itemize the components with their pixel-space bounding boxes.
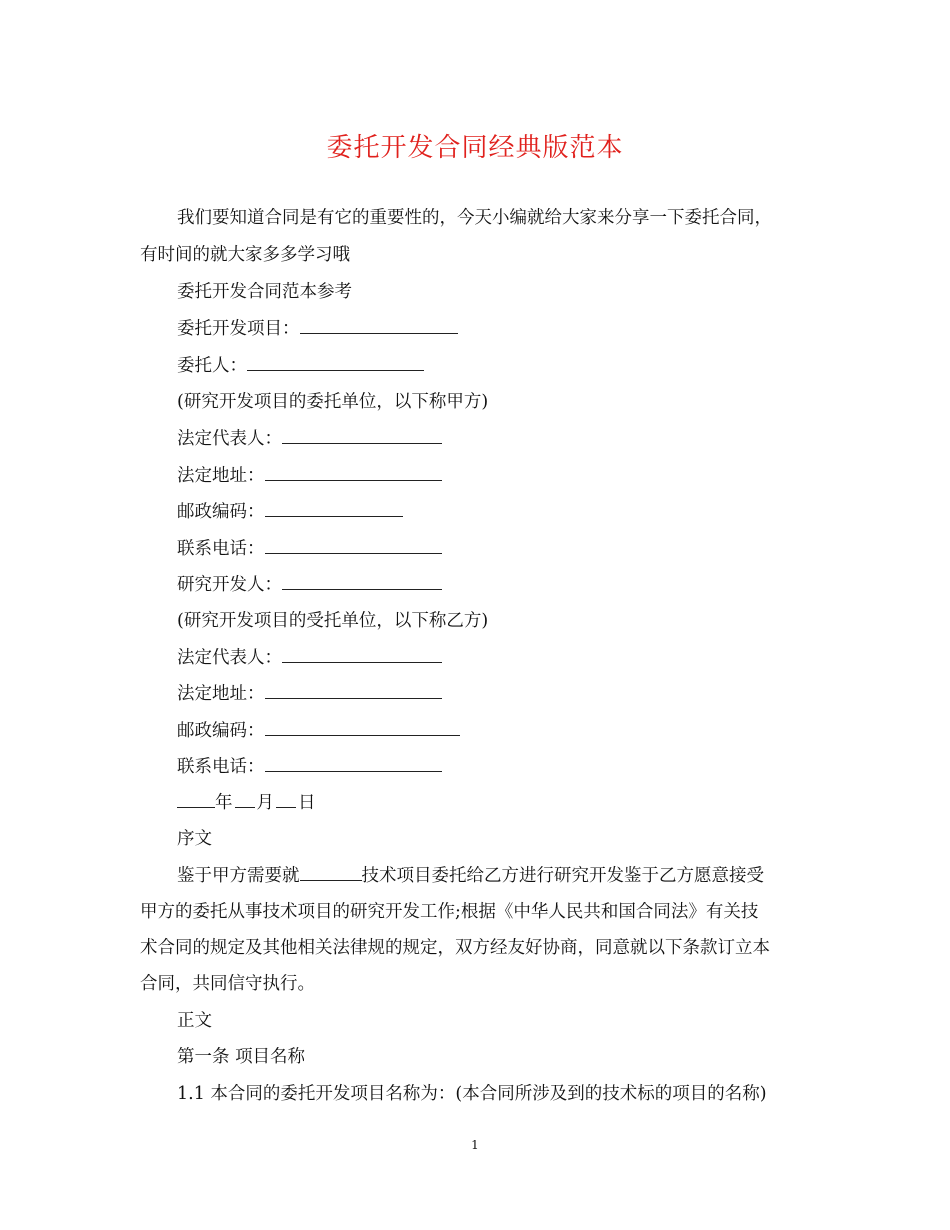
fill-blank (300, 318, 458, 334)
clause-1-1: 1.1 本合同的委托开发项目名称为：(本合同所涉及到的技术标的项目的名称) (177, 1084, 767, 1104)
field-label: 邮政编码： (177, 502, 265, 522)
year-blank (177, 792, 215, 808)
body-heading: 正文 (177, 1011, 212, 1031)
preface-text: 鉴于甲方需要就 (177, 866, 300, 886)
article-1-heading: 第一条 项目名称 (177, 1047, 306, 1067)
field-project (177, 317, 458, 341)
field-label: 法定地址： (177, 684, 265, 704)
party-a-postcode (177, 500, 403, 524)
document-title: 委托开发合同经典版范本 (326, 133, 624, 163)
party-b-legal-rep (177, 646, 442, 670)
day-blank (276, 792, 296, 808)
project-blank (300, 865, 362, 881)
month-blank (235, 792, 255, 808)
party-a-phone (177, 537, 442, 561)
fill-blank (265, 501, 403, 517)
fill-blank (265, 756, 442, 772)
fill-blank (265, 538, 442, 554)
field-label: 法定代表人： (177, 429, 282, 449)
field-label: 委托人： (177, 356, 247, 376)
preface-line-2: 甲方的委托从事技术项目的研究开发工作;根据《中华人民共和国合同法》有关技 (140, 902, 759, 922)
preface-line-3: 术合同的规定及其他相关法律规的规定，双方经友好协商，同意就以下条款订立本 (140, 938, 770, 958)
fill-blank (282, 647, 442, 663)
date-line (177, 791, 316, 815)
page-number: 1 (471, 1138, 479, 1152)
fill-blank (265, 683, 442, 699)
preface-heading: 序文 (177, 829, 212, 849)
party-b-phone (177, 755, 442, 779)
party-a-note: (研究开发项目的委托单位，以下称甲方) (177, 392, 489, 412)
field-label: 研究开发人： (177, 575, 282, 595)
day-label: 日 (298, 793, 316, 813)
fill-blank (265, 465, 442, 481)
party-b-note: (研究开发项目的受托单位，以下称乙方) (177, 611, 489, 631)
field-label: 联系电话： (177, 757, 265, 777)
year-label: 年 (215, 793, 233, 813)
intro-line-1: 我们要知道合同是有它的重要性的，今天小编就给大家来分享一下委托合同， (177, 208, 772, 228)
month-label: 月 (256, 793, 274, 813)
party-a-developer (177, 573, 442, 597)
party-a-address (177, 464, 442, 488)
field-client (177, 354, 424, 378)
field-label: 法定地址： (177, 466, 265, 486)
fill-blank (265, 720, 460, 736)
intro-line-2: 有时间的就大家多多学习哦 (140, 245, 350, 265)
field-label: 联系电话： (177, 539, 265, 559)
preface-line-4: 合同，共同信守执行。 (140, 974, 315, 994)
subtitle: 委托开发合同范本参考 (177, 282, 352, 302)
fill-blank (247, 355, 424, 371)
party-b-address (177, 682, 442, 706)
party-b-postcode (177, 719, 460, 743)
fill-blank (282, 574, 442, 590)
fill-blank (282, 428, 442, 444)
preface-text: 技术项目委托给乙方进行研究开发鉴于乙方愿意接受 (361, 866, 764, 886)
party-a-legal-rep (177, 427, 442, 451)
field-label: 邮政编码： (177, 721, 265, 741)
field-label: 委托开发项目： (177, 319, 300, 339)
field-label: 法定代表人： (177, 648, 282, 668)
preface-line-1 (177, 864, 764, 888)
